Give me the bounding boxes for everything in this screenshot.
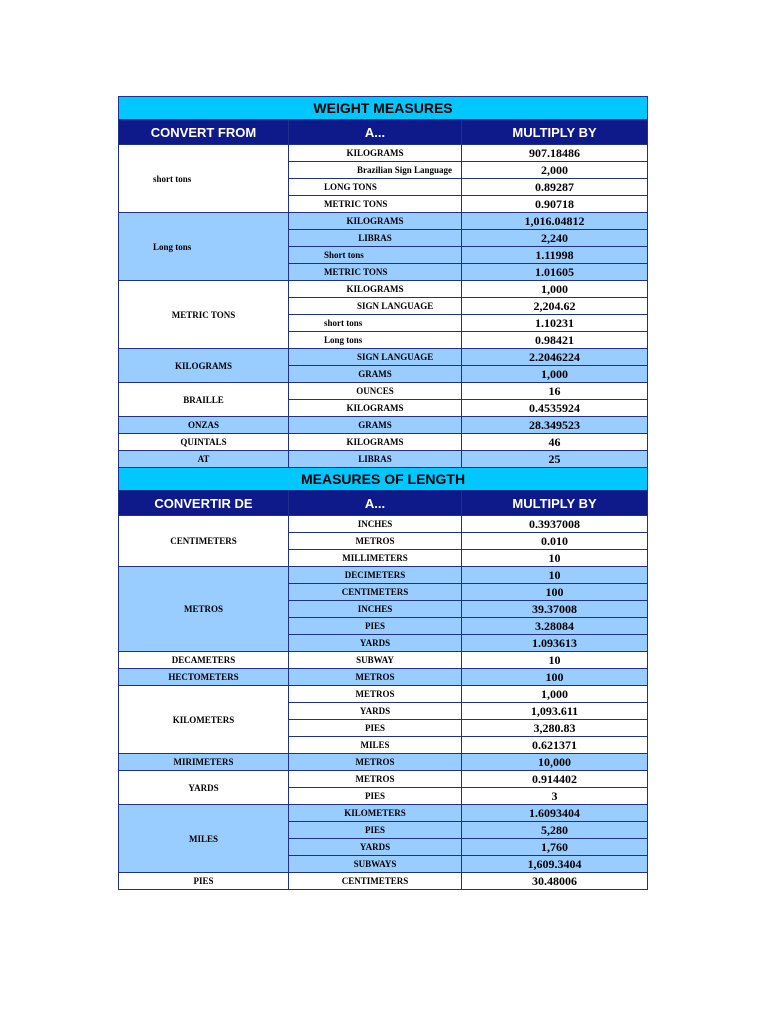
multiply-value: 10: [462, 550, 648, 567]
weight-header-row: [119, 120, 648, 145]
table-row: [119, 213, 648, 230]
convert-from-cell: [119, 516, 289, 567]
multiply-value: 1,093.611: [462, 703, 648, 720]
convert-from-label: ONZAS: [187, 420, 219, 430]
multiply-value: 2,204.62: [462, 298, 648, 315]
table-row: [119, 145, 648, 162]
multiply-value: 10: [462, 652, 648, 669]
convert-to-cell: [289, 567, 462, 584]
convert-to-label: METROS: [355, 672, 395, 682]
multiply-value: 0.3937008: [462, 516, 648, 533]
table-row: [119, 434, 648, 451]
table-row: [119, 754, 648, 771]
multiply-value: 2.2046224: [462, 349, 648, 366]
convert-to-label: OUNCES: [356, 386, 394, 396]
convert-to-label: DECIMETERS: [344, 570, 406, 580]
convert-from-label: YARDS: [188, 782, 219, 793]
table-row: [119, 417, 648, 434]
multiply-value: 1,000: [462, 281, 648, 298]
convert-to-cell: [289, 366, 462, 383]
convert-to-cell: [289, 332, 462, 349]
convert-from-label: KILOMETERS: [172, 714, 235, 725]
convert-to-label: METROS: [355, 774, 395, 784]
column-header-from: CONVERT FROM: [119, 120, 289, 145]
length-title-row: [119, 468, 648, 491]
multiply-value: 0.89287: [462, 179, 648, 196]
convert-to-cell: [289, 434, 462, 451]
convert-from-label: short tons: [153, 173, 192, 184]
convert-to-cell: [289, 839, 462, 856]
convert-to-label: KILOGRAMS: [346, 437, 404, 447]
convert-to-cell: [289, 417, 462, 434]
convert-to-label: SIGN LANGUAGE: [357, 301, 434, 311]
convert-from-cell: [119, 383, 289, 417]
multiply-value: 30.48006: [462, 873, 648, 890]
convert-to-label: METROS: [355, 536, 395, 546]
multiply-value: 1.11998: [462, 247, 648, 264]
convert-from-label: MIRIMETERS: [173, 757, 234, 767]
table-row: [119, 451, 648, 468]
convert-to-cell: [289, 601, 462, 618]
convert-from-label: METRIC TONS: [171, 309, 236, 320]
multiply-value: 1,760: [462, 839, 648, 856]
convert-to-label: SUBWAYS: [353, 859, 397, 869]
conversion-table: [118, 96, 648, 890]
convert-to-cell: [289, 400, 462, 417]
convert-to-label: MILES: [360, 740, 390, 750]
convert-from-cell: [119, 771, 289, 805]
multiply-value: 1.10231: [462, 315, 648, 332]
convert-to-cell: [289, 720, 462, 737]
multiply-value: 2,000: [462, 162, 648, 179]
table-row: [119, 652, 648, 669]
weight-section-title: WEIGHT MEASURES: [119, 97, 648, 120]
convert-to-label: METRIC TONS: [324, 199, 388, 209]
convert-to-label: PIES: [364, 723, 385, 733]
multiply-value: 16: [462, 383, 648, 400]
convert-to-label: GRAMS: [358, 369, 392, 379]
convert-to-cell: [289, 584, 462, 601]
convert-to-label: Short tons: [324, 250, 364, 260]
convert-from-label: QUINTALS: [180, 437, 227, 447]
convert-to-label: YARDS: [359, 706, 391, 716]
multiply-value: 39.37008: [462, 601, 648, 618]
convert-to-label: CENTIMETERS: [341, 876, 409, 886]
convert-to-label: PIES: [364, 621, 385, 631]
column-header-multiply: MULTIPLY BY: [462, 491, 648, 516]
convert-from-label: KILOGRAMS: [174, 360, 232, 371]
convert-to-label: YARDS: [359, 638, 391, 648]
multiply-value: 10: [462, 567, 648, 584]
convert-to-label: METROS: [355, 757, 395, 767]
convert-from-cell: [119, 873, 289, 890]
multiply-value: 28.349523: [462, 417, 648, 434]
convert-from-cell: [119, 567, 289, 652]
convert-to-cell: [289, 754, 462, 771]
convert-to-cell: [289, 618, 462, 635]
table-row: [119, 873, 648, 890]
multiply-value: 46: [462, 434, 648, 451]
convert-to-label: METRIC TONS: [324, 267, 388, 277]
convert-to-label: LONG TONS: [324, 182, 377, 192]
weight-title-row: [119, 97, 648, 120]
convert-to-cell: [289, 196, 462, 213]
convert-to-cell: [289, 771, 462, 788]
table-row: [119, 805, 648, 822]
multiply-value: 0.90718: [462, 196, 648, 213]
convert-from-cell: [119, 213, 289, 281]
multiply-value: 3.28084: [462, 618, 648, 635]
table-row: [119, 281, 648, 298]
convert-to-label: LIBRAS: [358, 454, 392, 464]
convert-from-cell: [119, 652, 289, 669]
convert-to-cell: [289, 145, 462, 162]
multiply-value: 10,000: [462, 754, 648, 771]
multiply-value: 5,280: [462, 822, 648, 839]
convert-from-label: BRAILLE: [183, 394, 224, 405]
convert-from-label: Long tons: [153, 241, 192, 252]
convert-to-cell: [289, 669, 462, 686]
multiply-value: 1.6093404: [462, 805, 648, 822]
convert-from-cell: [119, 145, 289, 213]
convert-from-cell: [119, 805, 289, 873]
convert-to-label: GRAMS: [358, 420, 392, 430]
convert-to-cell: [289, 737, 462, 754]
convert-from-label: MILES: [188, 833, 218, 844]
convert-to-cell: [289, 315, 462, 332]
column-header-to: A...: [289, 120, 462, 145]
convert-to-label: KILOGRAMS: [346, 148, 404, 158]
multiply-value: 3,280.83: [462, 720, 648, 737]
convert-to-cell: [289, 162, 462, 179]
multiply-value: 907.18486: [462, 145, 648, 162]
convert-to-cell: [289, 822, 462, 839]
convert-to-label: Brazilian Sign Language: [357, 165, 453, 175]
table-row: [119, 567, 648, 584]
multiply-value: 1,609.3404: [462, 856, 648, 873]
convert-to-label: MILLIMETERS: [342, 553, 408, 563]
convert-to-cell: [289, 550, 462, 567]
convert-to-cell: [289, 703, 462, 720]
length-section-title: MEASURES OF LENGTH: [119, 468, 648, 491]
multiply-value: 0.010: [462, 533, 648, 550]
multiply-value: 0.98421: [462, 332, 648, 349]
column-header-to: A...: [289, 491, 462, 516]
convert-to-cell: [289, 383, 462, 400]
convert-to-cell: [289, 652, 462, 669]
convert-from-cell: [119, 686, 289, 754]
convert-to-cell: [289, 179, 462, 196]
convert-to-label: PIES: [364, 791, 385, 801]
convert-from-label: AT: [197, 454, 210, 464]
convert-to-label: METROS: [355, 689, 395, 699]
convert-to-cell: [289, 230, 462, 247]
multiply-value: 25: [462, 451, 648, 468]
convert-from-cell: [119, 434, 289, 451]
convert-to-cell: [289, 247, 462, 264]
multiply-value: 0.4535924: [462, 400, 648, 417]
multiply-value: 0.621371: [462, 737, 648, 754]
multiply-value: 3: [462, 788, 648, 805]
convert-to-label: SUBWAY: [356, 655, 394, 665]
convert-to-label: Long tons: [324, 335, 363, 345]
convert-from-label: PIES: [193, 876, 214, 886]
convert-to-label: LIBRAS: [358, 233, 392, 243]
column-header-from: CONVERTIR DE: [119, 491, 289, 516]
multiply-value: 1.01605: [462, 264, 648, 281]
table-row: [119, 771, 648, 788]
convert-from-label: DECAMETERS: [171, 655, 236, 665]
convert-from-cell: [119, 417, 289, 434]
convert-to-label: short tons: [324, 318, 363, 328]
convert-to-cell: [289, 805, 462, 822]
multiply-value: 100: [462, 584, 648, 601]
convert-to-cell: [289, 788, 462, 805]
convert-from-label: HECTOMETERS: [168, 672, 239, 682]
convert-to-cell: [289, 516, 462, 533]
multiply-value: 100: [462, 669, 648, 686]
convert-from-label: CENTIMETERS: [170, 536, 237, 546]
convert-to-label: KILOGRAMS: [346, 216, 404, 226]
multiply-value: 1,000: [462, 366, 648, 383]
convert-to-label: SIGN LANGUAGE: [357, 352, 434, 362]
table-row: [119, 516, 648, 533]
convert-from-cell: [119, 451, 289, 468]
convert-to-cell: [289, 856, 462, 873]
convert-to-cell: [289, 451, 462, 468]
table-row: [119, 686, 648, 703]
convert-to-cell: [289, 635, 462, 652]
convert-to-cell: [289, 873, 462, 890]
column-header-multiply: MULTIPLY BY: [462, 120, 648, 145]
convert-to-cell: [289, 264, 462, 281]
table-row: [119, 669, 648, 686]
convert-to-label: KILOGRAMS: [346, 284, 404, 294]
convert-to-label: KILOMETERS: [344, 808, 406, 818]
convert-to-label: CENTIMETERS: [341, 587, 409, 597]
convert-to-label: INCHES: [357, 519, 393, 529]
convert-from-cell: [119, 669, 289, 686]
convert-to-label: YARDS: [359, 842, 391, 852]
convert-to-cell: [289, 686, 462, 703]
convert-from-cell: [119, 281, 289, 349]
multiply-value: 1,000: [462, 686, 648, 703]
convert-to-label: KILOGRAMS: [346, 403, 404, 413]
multiply-value: 1,016.04812: [462, 213, 648, 230]
table-row: [119, 383, 648, 400]
convert-to-cell: [289, 213, 462, 230]
convert-to-cell: [289, 298, 462, 315]
convert-to-label: INCHES: [357, 604, 393, 614]
multiply-value: 2,240: [462, 230, 648, 247]
length-header-row: [119, 491, 648, 516]
multiply-value: 0.914402: [462, 771, 648, 788]
convert-to-label: PIES: [364, 825, 385, 835]
convert-to-cell: [289, 281, 462, 298]
convert-to-cell: [289, 533, 462, 550]
convert-from-label: METROS: [183, 604, 223, 614]
table-row: [119, 349, 648, 366]
multiply-value: 1.093613: [462, 635, 648, 652]
convert-to-cell: [289, 349, 462, 366]
convert-from-cell: [119, 754, 289, 771]
convert-from-cell: [119, 349, 289, 383]
